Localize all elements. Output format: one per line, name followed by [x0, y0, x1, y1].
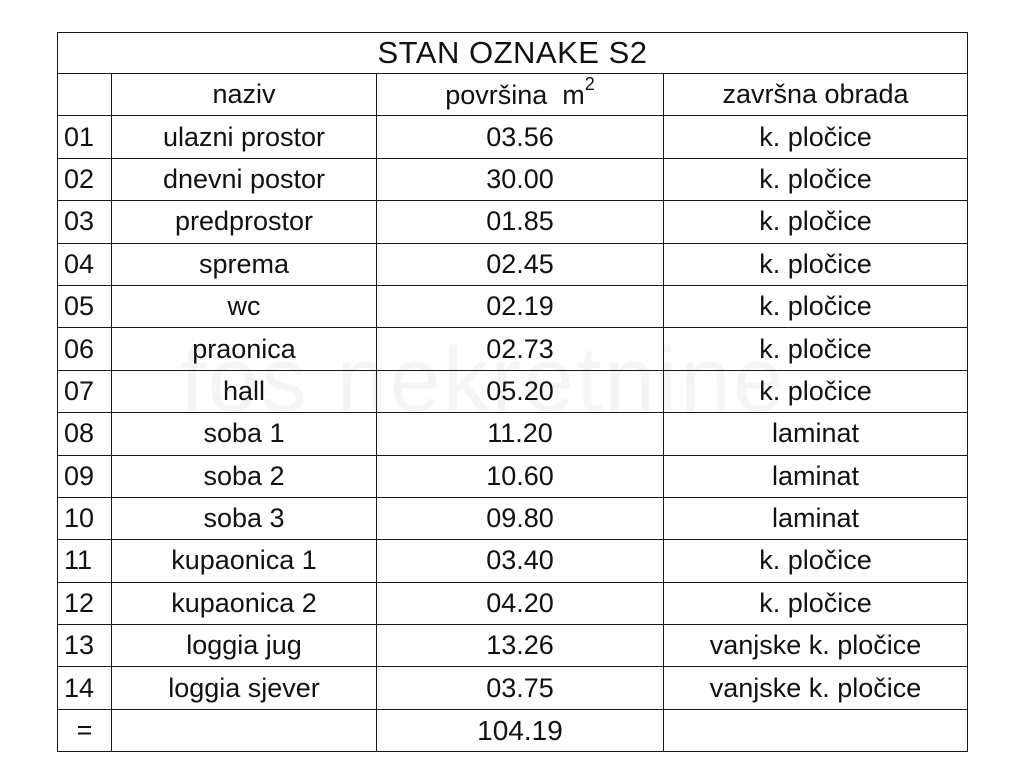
- room-name: soba 2: [112, 455, 377, 497]
- row-number: 10: [58, 497, 112, 539]
- header-name: naziv: [112, 74, 377, 116]
- room-area-table: [57, 32, 968, 752]
- row-number: 08: [58, 413, 112, 455]
- room-area: 04.20: [377, 582, 664, 624]
- room-area: 11.20: [377, 413, 664, 455]
- room-area: 10.60: [377, 455, 664, 497]
- table-row: [58, 370, 968, 412]
- table-row: [58, 497, 968, 539]
- total-name-blank: [112, 709, 377, 751]
- room-finish: k. pločice: [664, 201, 968, 243]
- room-area: 03.75: [377, 667, 664, 709]
- table-row: [58, 201, 968, 243]
- room-area: 02.19: [377, 285, 664, 327]
- room-name: soba 3: [112, 497, 377, 539]
- header-num: [58, 74, 112, 116]
- table-row: [58, 243, 968, 285]
- room-name: praonica: [112, 328, 377, 370]
- header-row: [58, 74, 968, 116]
- row-number: 13: [58, 625, 112, 667]
- room-name: kupaonica 1: [112, 540, 377, 582]
- room-name: loggia sjever: [112, 667, 377, 709]
- room-name: sprema: [112, 243, 377, 285]
- row-number: 12: [58, 582, 112, 624]
- header-area-label: površina: [445, 80, 548, 111]
- room-area: 13.26: [377, 625, 664, 667]
- row-number: 03: [58, 201, 112, 243]
- total-finish-blank: [664, 709, 968, 751]
- title-row: [58, 33, 968, 74]
- room-finish: k. pločice: [664, 158, 968, 200]
- table-row: [58, 582, 968, 624]
- row-number: 09: [58, 455, 112, 497]
- table-row: [58, 455, 968, 497]
- room-area: 03.56: [377, 116, 664, 158]
- room-finish: vanjske k. pločice: [664, 625, 968, 667]
- room-name: kupaonica 2: [112, 582, 377, 624]
- room-finish: laminat: [664, 413, 968, 455]
- total-area: 104.19: [377, 709, 664, 751]
- room-name: hall: [112, 370, 377, 412]
- row-number: 05: [58, 285, 112, 327]
- table-row: [58, 625, 968, 667]
- table-row: [58, 116, 968, 158]
- row-number: 07: [58, 370, 112, 412]
- table-row: [58, 158, 968, 200]
- table-title: STAN OZNAKE S2: [58, 33, 968, 74]
- room-finish: k. pločice: [664, 328, 968, 370]
- header-area-unit: $m^2$: [562, 74, 595, 111]
- room-name: predprostor: [112, 201, 377, 243]
- room-area: 01.85: [377, 201, 664, 243]
- room-finish: laminat: [664, 455, 968, 497]
- room-finish: k. pločice: [664, 243, 968, 285]
- room-finish: k. pločice: [664, 285, 968, 327]
- row-number: 04: [58, 243, 112, 285]
- room-area: 02.73: [377, 328, 664, 370]
- room-area: 30.00: [377, 158, 664, 200]
- room-finish: laminat: [664, 497, 968, 539]
- header-finish: završna obrada: [664, 74, 968, 116]
- room-name: soba 1: [112, 413, 377, 455]
- room-name: wc: [112, 285, 377, 327]
- row-number: 06: [58, 328, 112, 370]
- table-row: [58, 667, 968, 709]
- room-area: 03.40: [377, 540, 664, 582]
- table-row: [58, 413, 968, 455]
- room-name: dnevni postor: [112, 158, 377, 200]
- header-area: [377, 74, 664, 116]
- table-row: [58, 285, 968, 327]
- room-finish: k. pločice: [664, 370, 968, 412]
- total-row: [58, 709, 968, 751]
- room-area: 02.45: [377, 243, 664, 285]
- row-number: 02: [58, 158, 112, 200]
- row-number: 01: [58, 116, 112, 158]
- room-finish: k. pločice: [664, 582, 968, 624]
- room-area: 05.20: [377, 370, 664, 412]
- row-number: 14: [58, 667, 112, 709]
- table-row: [58, 328, 968, 370]
- room-finish: k. pločice: [664, 540, 968, 582]
- row-number: 11: [58, 540, 112, 582]
- room-finish: k. pločice: [664, 116, 968, 158]
- room-name: ulazni prostor: [112, 116, 377, 158]
- total-symbol: =: [58, 709, 112, 751]
- room-name: loggia jug: [112, 625, 377, 667]
- table-row: [58, 540, 968, 582]
- room-finish: vanjske k. pločice: [664, 667, 968, 709]
- room-area: 09.80: [377, 497, 664, 539]
